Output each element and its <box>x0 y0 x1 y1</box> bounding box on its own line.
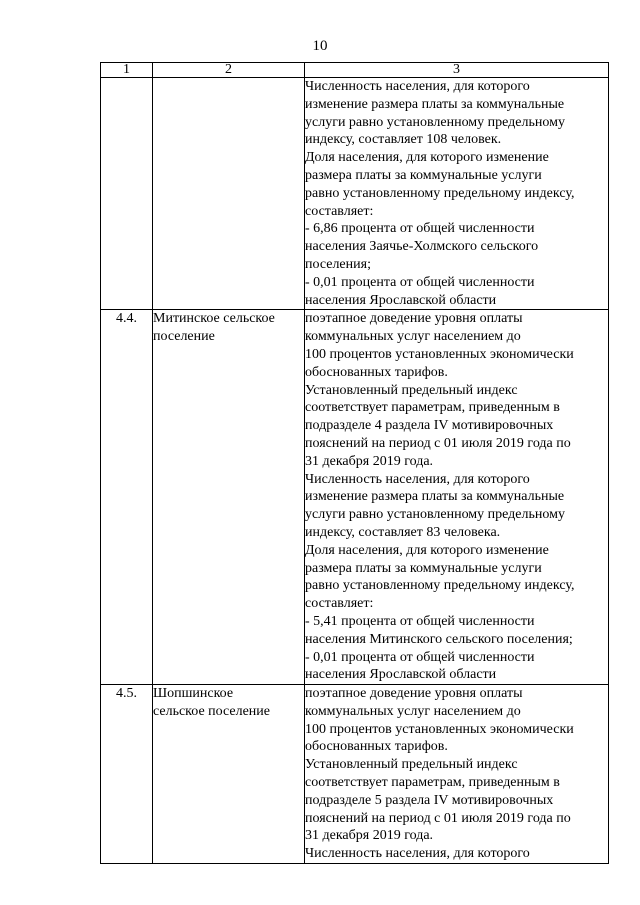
description-line: Доля населения, для которого изменение <box>305 542 549 558</box>
column-header: 2 <box>153 63 305 78</box>
description-line: населения Ярославской области <box>305 292 497 308</box>
column-header: 3 <box>305 63 609 78</box>
description-line: услуги равно установленному предельному <box>305 114 565 130</box>
column-header: 1 <box>101 63 153 78</box>
description-line: поэтапное доведение уровня оплаты <box>305 311 523 327</box>
description-line: Установленный предельный индекс <box>305 382 518 398</box>
description-line: размера платы за коммунальные услуги <box>305 167 542 183</box>
table-header-row <box>101 63 609 78</box>
description-line: населения Ярославской области <box>305 667 497 683</box>
description-line: - 6,86 процента от общей численности <box>305 221 535 237</box>
description <box>305 78 609 310</box>
row-number: 4.4. <box>101 310 153 685</box>
description-line: подразделе 4 раздела IV мотивировочных <box>305 418 554 434</box>
description-line: изменение размера платы за коммунальные <box>305 96 565 112</box>
table-row <box>101 685 609 864</box>
description-line: населения Митинского сельского поселения; <box>305 631 573 647</box>
description-line: размера платы за коммунальные услуги <box>305 560 542 576</box>
table-row <box>101 310 609 685</box>
description-line: обоснованных тарифов. <box>305 364 448 380</box>
description-line: 100 процентов установленных экономически <box>305 346 574 362</box>
description-line: Установленный предельный индекс <box>305 757 518 773</box>
description-line: равно установленному предельному индексу, <box>305 578 575 594</box>
description-line: обоснованных тарифов. <box>305 739 448 755</box>
description-line: - 0,01 процента от общей численности <box>305 274 535 290</box>
settlement-name <box>153 685 305 864</box>
settlement-name <box>153 310 305 685</box>
description-line: поэтапное доведение уровня оплаты <box>305 686 523 702</box>
description-line: соответствует параметрам, приведенным в <box>305 775 560 791</box>
row-number <box>101 78 153 310</box>
description-line: коммунальных услуг населением до <box>305 703 521 719</box>
description-line: - 5,41 процента от общей численности <box>305 613 535 629</box>
settlement-name-line: Шопшинское <box>153 686 234 702</box>
description-line: пояснений на период с 01 июля 2019 года по <box>305 435 571 451</box>
description-line: 31 декабря 2019 года. <box>305 453 434 469</box>
description-line: соответствует параметрам, приведенным в <box>305 400 560 416</box>
description-line: пояснений на период с 01 июля 2019 года по <box>305 810 571 826</box>
description-line: подразделе 5 раздела IV мотивировочных <box>305 792 554 808</box>
description-line: изменение размера платы за коммунальные <box>305 489 565 505</box>
description-line: - 0,01 процента от общей численности <box>305 649 535 665</box>
description-line: 31 декабря 2019 года. <box>305 828 434 844</box>
description-line: 100 процентов установленных экономически <box>305 721 574 737</box>
description-line: населения Заячье-Холмского сельского <box>305 239 539 255</box>
row-number: 4.5. <box>101 685 153 864</box>
settlement-name-line: сельское поселение <box>153 703 270 719</box>
description-line: равно установленному предельному индексу, <box>305 185 575 201</box>
description <box>305 685 609 864</box>
description-line: индексу, составляет 83 человека. <box>305 524 501 540</box>
description <box>305 310 609 685</box>
settlement-name <box>153 78 305 310</box>
description-line: Численность населения, для которого <box>305 79 530 94</box>
description-line: Численность населения, для которого <box>305 471 530 487</box>
description-line: составляет: <box>305 596 374 612</box>
description-line: индексу, составляет 108 человек. <box>305 132 502 148</box>
description-line: Доля населения, для которого изменение <box>305 150 549 166</box>
description-line: поселения; <box>305 256 371 272</box>
page-number: 10 <box>312 38 328 54</box>
settlement-name-line: Митинское сельское <box>153 311 275 327</box>
table-body <box>101 78 609 864</box>
description-line: Численность населения, для которого <box>305 846 530 862</box>
settlement-name-line: поселение <box>153 329 215 345</box>
table-row <box>101 78 609 310</box>
description-line: коммунальных услуг населением до <box>305 329 521 345</box>
description-line: составляет: <box>305 203 374 219</box>
document-table <box>100 62 609 864</box>
description-line: услуги равно установленному предельному <box>305 507 565 523</box>
